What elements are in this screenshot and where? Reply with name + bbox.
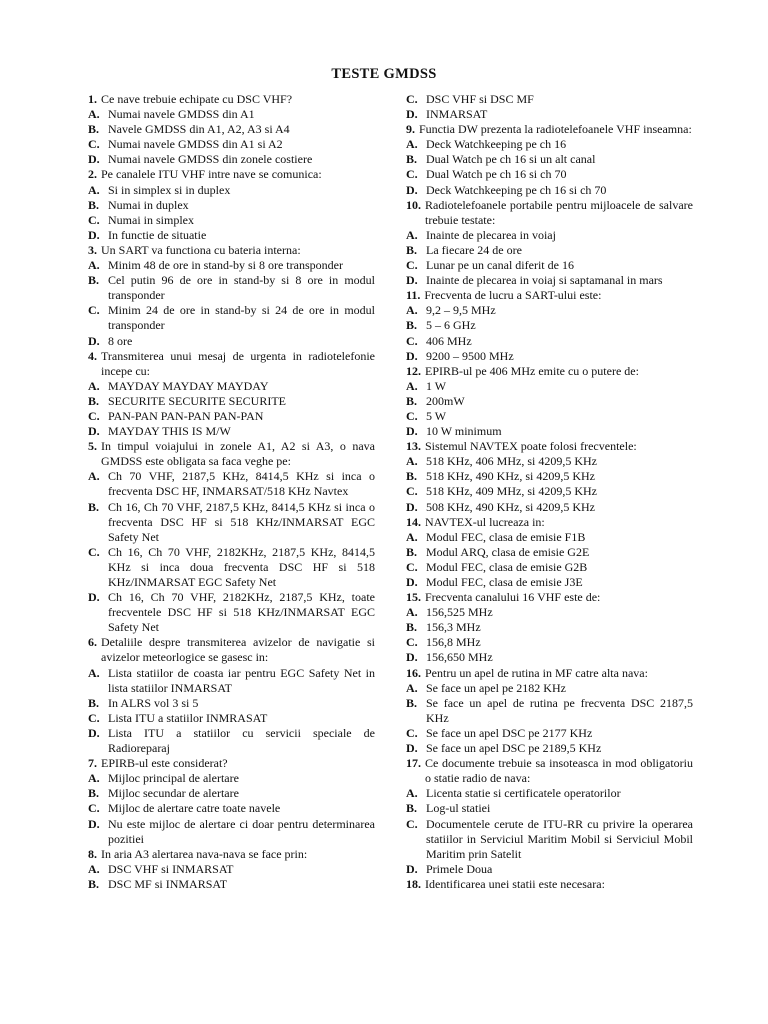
answer-letter: A. xyxy=(88,258,100,273)
answer-text: 508 KHz, 490 KHz, si 4209,5 KHz xyxy=(426,499,595,514)
answer-option xyxy=(406,469,693,484)
question-block xyxy=(406,198,693,289)
answer-option xyxy=(88,198,375,213)
answer-letter: C. xyxy=(406,333,418,348)
answer-letter: C. xyxy=(88,137,100,152)
question-block xyxy=(406,756,693,877)
answer-option xyxy=(88,107,375,122)
answer-text: In functie de situatie xyxy=(108,227,207,242)
answer-letter: C. xyxy=(88,801,100,816)
answer-text: Mijloc principal de alertare xyxy=(108,771,239,786)
answer-text: 406 MHz xyxy=(426,333,472,348)
answer-letter: D. xyxy=(406,107,418,122)
answer-letter: B. xyxy=(88,695,100,710)
answer-text: SECURITE SECURITE SECURITE xyxy=(108,393,287,408)
answer-option xyxy=(406,801,693,816)
answer-text: 518 KHz, 409 MHz, si 4209,5 KHz xyxy=(426,484,597,499)
answer-letter: B. xyxy=(88,786,100,801)
answer-letter: C. xyxy=(88,212,100,227)
answer-option xyxy=(88,258,375,273)
answer-text: DSC MF si INMARSAT xyxy=(108,876,228,891)
answer-text: Se face un apel DSC pe 2177 KHz xyxy=(426,725,593,740)
answer-option xyxy=(406,258,693,273)
question xyxy=(88,167,375,182)
answer-option xyxy=(406,349,693,364)
answer-text: 156,8 MHz xyxy=(426,635,481,650)
answer-letter: A. xyxy=(88,378,100,393)
answer-option xyxy=(88,303,375,333)
answer-option xyxy=(88,801,375,816)
answer-option xyxy=(406,92,693,107)
question xyxy=(406,288,693,303)
answer-text: Licenta statie si certificatele operatorilor xyxy=(426,786,621,801)
answer-option xyxy=(406,107,693,122)
answer-option xyxy=(406,228,693,243)
answer-text: Se face un apel pe 2182 KHz xyxy=(426,680,566,695)
question-number: 9. xyxy=(406,122,415,137)
question-block xyxy=(88,439,375,635)
answer-text: Numai navele GMDSS din A1 xyxy=(108,107,255,122)
answer-text: Inainte de plecarea in voiaj xyxy=(426,227,556,242)
answer-letter: A. xyxy=(88,665,100,680)
answer-text: 10 W minimum xyxy=(426,424,502,439)
answer-option xyxy=(406,620,693,635)
question-text: EPIRB-ul pe 406 MHz emite cu o putere de: xyxy=(425,363,639,378)
answer-option xyxy=(406,303,693,318)
answer-option xyxy=(88,379,375,394)
answer-letter: A. xyxy=(406,786,418,801)
answer-option xyxy=(406,605,693,620)
answer-letter: C. xyxy=(406,635,418,650)
answer-text: Primele Doua xyxy=(426,861,493,876)
answer-letter: C. xyxy=(406,167,418,182)
answer-letter: A. xyxy=(406,137,418,152)
answer-option xyxy=(406,137,693,152)
answer-option xyxy=(406,681,693,696)
answer-text: 156,525 MHz xyxy=(426,605,493,620)
answer-option xyxy=(88,152,375,167)
answer-text: Modul FEC, clasa de emisie J3E xyxy=(426,575,583,589)
answer-option xyxy=(406,424,693,439)
answer-text: Dual Watch pe ch 16 si ch 70 xyxy=(426,167,567,182)
answer-text: Mijloc de alertare catre toate navele xyxy=(108,801,281,816)
answer-text: Lista statiilor de coasta iar pentru EGC Safety Net in lista statiilor INMARSAT xyxy=(108,665,375,695)
question-text: In timpul voiajului in zonele A1, A2 si A3, o nava GMDSS este obligata sa faca veghe pe: xyxy=(101,439,375,469)
question-block xyxy=(406,590,693,665)
question-number: 1. xyxy=(88,92,97,106)
answer-text: DSC VHF si DSC MF xyxy=(426,92,534,106)
answer-text: MAYDAY MAYDAY MAYDAY xyxy=(108,378,269,393)
answer-letter: B. xyxy=(88,876,100,891)
question-block xyxy=(406,92,693,122)
question-number: 14. xyxy=(406,514,421,529)
answer-option xyxy=(88,394,375,409)
answer-option xyxy=(406,379,693,394)
answer-text: Numai navele GMDSS din zonele costiere xyxy=(108,152,313,167)
answer-option xyxy=(88,817,375,847)
answer-letter: D. xyxy=(88,152,100,167)
answer-option xyxy=(406,560,693,575)
question-block xyxy=(406,666,693,757)
answer-text: 5 W xyxy=(426,408,447,423)
question-number: 5. xyxy=(88,439,97,454)
answer-text: PAN-PAN PAN-PAN PAN-PAN xyxy=(108,408,264,423)
question-number: 10. xyxy=(406,197,421,212)
answer-option xyxy=(406,243,693,258)
answer-letter: A. xyxy=(406,605,418,620)
answer-option xyxy=(88,726,375,756)
answer-letter: C. xyxy=(406,816,418,831)
answer-option xyxy=(406,484,693,499)
answer-letter: D. xyxy=(406,348,418,363)
question-block xyxy=(88,243,375,349)
answer-text: Numai navele GMDSS din A1 si A2 xyxy=(108,137,283,152)
question-block xyxy=(406,122,693,197)
answer-option xyxy=(406,786,693,801)
answer-text: Se face un apel de rutina pe frecventa DSC 2187,5 KHz xyxy=(426,695,693,725)
answer-text: Dual Watch pe ch 16 si un alt canal xyxy=(426,152,596,167)
question-block xyxy=(88,92,375,167)
answer-text: Lista ITU a statiilor INMRASAT xyxy=(108,710,268,725)
answer-text: La fiecare 24 de ore xyxy=(426,242,522,257)
answer-option xyxy=(88,666,375,696)
answer-option xyxy=(406,726,693,741)
question-number: 17. xyxy=(406,756,421,771)
answer-option xyxy=(406,696,693,726)
answer-option xyxy=(88,122,375,137)
question xyxy=(88,635,375,665)
question xyxy=(406,590,693,605)
question xyxy=(406,198,693,228)
answer-letter: A. xyxy=(406,303,418,318)
answer-option xyxy=(88,590,375,635)
answer-option xyxy=(88,469,375,499)
answer-text: 518 KHz, 406 MHz, si 4209,5 KHz xyxy=(426,454,597,469)
question xyxy=(406,877,693,892)
answer-letter: D. xyxy=(88,227,100,242)
answer-text: Modul FEC, clasa de emisie G2B xyxy=(426,559,588,574)
page-title: TESTE GMDSS xyxy=(331,66,437,82)
question-block xyxy=(88,167,375,242)
answer-letter: D. xyxy=(406,650,418,665)
answer-letter: B. xyxy=(406,801,418,816)
question-text: EPIRB-ul este considerat? xyxy=(101,756,228,771)
answer-letter: D. xyxy=(88,725,100,740)
answer-option xyxy=(406,545,693,560)
answer-option xyxy=(88,334,375,349)
answer-option xyxy=(406,650,693,665)
answer-letter: B. xyxy=(406,318,418,333)
question-number: 16. xyxy=(406,665,421,680)
answer-letter: C. xyxy=(88,710,100,725)
answer-option xyxy=(406,454,693,469)
answer-letter: C. xyxy=(406,408,418,423)
answer-text: Ch 16, Ch 70 VHF, 2187,5 KHz, 8414,5 KHz si inca o frecventa DSC HF si 518 KHz/INMARSAT EGC Safety Net xyxy=(108,499,375,544)
question-text: Un SART va functiona cu bateria interna: xyxy=(101,242,301,257)
answer-option xyxy=(406,500,693,515)
answer-text: Modul FEC, clasa de emisie F1B xyxy=(426,529,586,544)
question-text: Frecventa de lucru a SART-ului este: xyxy=(424,288,602,303)
answer-letter: B. xyxy=(406,469,418,484)
answer-letter: A. xyxy=(406,227,418,242)
answer-letter: B. xyxy=(88,122,100,137)
answer-option xyxy=(406,334,693,349)
answer-letter: B. xyxy=(406,242,418,257)
question-text: Detaliile despre transmiterea avizelor de navigatie si avizelor meteorlogice se gasesc in: xyxy=(101,635,375,665)
question-text: Identificarea unei statii este necesara: xyxy=(425,876,605,891)
question xyxy=(88,349,375,379)
answer-text: Numai in duplex xyxy=(108,197,189,212)
answer-letter: C. xyxy=(406,92,418,106)
question-text: Pe canalele ITU VHF intre nave se comunica: xyxy=(101,167,322,182)
question xyxy=(406,439,693,454)
answer-letter: D. xyxy=(406,575,418,589)
answer-letter: A. xyxy=(88,771,100,786)
question-number: 12. xyxy=(406,363,421,378)
answer-text: Numai in simplex xyxy=(108,212,194,227)
answer-option xyxy=(88,711,375,726)
question xyxy=(88,756,375,771)
question-number: 15. xyxy=(406,590,421,605)
answer-text: 200mW xyxy=(426,393,465,408)
answer-letter: D. xyxy=(88,816,100,831)
answer-option xyxy=(406,409,693,424)
answer-letter: A. xyxy=(88,182,100,197)
answer-text: 1 W xyxy=(426,378,447,393)
answer-option xyxy=(406,575,693,590)
answer-text: 9200 – 9500 MHz xyxy=(426,348,514,363)
answer-text: Navele GMDSS din A1, A2, A3 si A4 xyxy=(108,122,290,137)
question-number: 11. xyxy=(406,288,421,303)
answer-letter: D. xyxy=(406,861,418,876)
answer-text: DSC VHF si INMARSAT xyxy=(108,861,234,876)
left-column xyxy=(88,92,375,892)
answer-text: Si in simplex si in duplex xyxy=(108,182,231,197)
answer-text: Log-ul statiei xyxy=(426,801,491,816)
answer-letter: C. xyxy=(88,408,100,423)
question-text: NAVTEX-ul lucreaza in: xyxy=(425,514,545,529)
answer-letter: B. xyxy=(88,197,100,212)
answer-option xyxy=(406,183,693,198)
question-text: Radiotelefoanele portabile pentru mijloacele de salvare trebuie testate: xyxy=(425,197,693,227)
question-number: 8. xyxy=(88,846,97,861)
answer-letter: D. xyxy=(406,424,418,439)
answer-option xyxy=(88,137,375,152)
answer-option xyxy=(88,213,375,228)
answer-text: Cel putin 96 de ore in stand-by si 8 ore in modul transponder xyxy=(108,273,375,303)
answer-option xyxy=(406,635,693,650)
answer-option xyxy=(88,771,375,786)
answer-text: INMARSAT xyxy=(426,107,488,122)
question xyxy=(88,243,375,258)
answer-option xyxy=(406,817,693,862)
answer-text: 156,650 MHz xyxy=(426,650,493,665)
question-text: Frecventa canalului 16 VHF este de: xyxy=(425,590,601,605)
question-number: 4. xyxy=(88,348,97,363)
question-number: 6. xyxy=(88,635,97,650)
answer-text: 9,2 – 9,5 MHz xyxy=(426,303,496,318)
answer-text: 518 KHz, 490 KHz, si 4209,5 KHz xyxy=(426,469,595,484)
answer-letter: C. xyxy=(406,725,418,740)
answer-option xyxy=(88,500,375,545)
answer-text: Ch 16, Ch 70 VHF, 2182KHz, 2187,5 KHz, 8414,5 KHz si inca doua frecventa DSC HF si 518 KHz/INMARSAT EGC Safety Net xyxy=(108,544,375,589)
answer-text: Inainte de plecarea in voiaj si saptamanal in mars xyxy=(426,273,663,288)
answer-option xyxy=(88,424,375,439)
answer-text: Deck Watchkeeping pe ch 16 xyxy=(426,137,567,152)
question-text: Transmiterea unui mesaj de urgenta in radiotelefonie incepe cu: xyxy=(101,348,375,378)
answer-letter: B. xyxy=(406,695,418,710)
answer-letter: D. xyxy=(406,499,418,514)
answer-text: Documentele cerute de ITU-RR cu privire la operarea statiilor in Serviciul Maritim Mobil si Serviciul Mobil Maritim prin Satelit xyxy=(426,816,693,861)
question-block xyxy=(406,439,693,514)
question xyxy=(406,666,693,681)
answer-text: Lunar pe un canal diferit de 16 xyxy=(426,258,574,273)
answer-option xyxy=(88,862,375,877)
answer-letter: A. xyxy=(88,107,100,122)
answer-option xyxy=(406,394,693,409)
answer-option xyxy=(406,167,693,182)
question-text: Ce nave trebuie echipate cu DSC VHF? xyxy=(101,92,293,106)
answer-option xyxy=(88,228,375,243)
answer-letter: B. xyxy=(88,273,100,288)
answer-letter: D. xyxy=(406,273,418,288)
answer-letter: D. xyxy=(88,424,100,439)
answer-letter: C. xyxy=(406,484,418,499)
answer-text: Minim 24 de ore in stand-by si 24 de ore in modul transponder xyxy=(108,303,375,333)
question-number: 2. xyxy=(88,167,97,182)
answer-letter: A. xyxy=(406,680,418,695)
answer-text: Ch 70 VHF, 2187,5 KHz, 8414,5 KHz si inca o frecventa DSC HF, INMARSAT/518 KHz Navtex xyxy=(108,469,375,499)
question xyxy=(406,364,693,379)
question xyxy=(88,439,375,469)
answer-text: Ch 16, Ch 70 VHF, 2182KHz, 2187,5 KHz, toate frecventele DSC HF si 518 KHz/INMARSAT EGC Safety Net xyxy=(108,590,375,635)
answer-option xyxy=(88,545,375,590)
answer-option xyxy=(406,273,693,288)
answer-letter: A. xyxy=(88,469,100,484)
answer-letter: B. xyxy=(406,152,418,167)
answer-letter: B. xyxy=(88,499,100,514)
answer-text: Lista ITU a statiilor cu servicii speciale de Radioreparaj xyxy=(108,725,375,756)
answer-letter: C. xyxy=(88,303,100,318)
answer-letter: B. xyxy=(406,620,418,635)
answer-option xyxy=(406,318,693,333)
question xyxy=(88,92,375,107)
answer-option xyxy=(88,409,375,424)
answer-option xyxy=(406,741,693,756)
answer-text: Se face un apel DSC pe 2189,5 KHz xyxy=(426,741,602,756)
question-number: 18. xyxy=(406,876,421,891)
question-block xyxy=(406,288,693,363)
answer-text: 156,3 MHz xyxy=(426,620,481,635)
answer-option xyxy=(88,273,375,303)
question xyxy=(406,756,693,786)
question-block xyxy=(406,515,693,590)
question-number: 13. xyxy=(406,439,421,454)
question-block xyxy=(88,756,375,847)
answer-text: Nu este mijloc de alertare ci doar pentru determinarea pozitiei xyxy=(108,816,375,846)
question-text: Functia DW prezenta la radiotelefoanele VHF inseamna: xyxy=(419,122,692,137)
answer-text: 8 ore xyxy=(108,333,133,348)
answer-letter: D. xyxy=(406,741,418,756)
answer-text: 5 – 6 GHz xyxy=(426,318,476,333)
question-text: Pentru un apel de rutina in MF catre alta nava: xyxy=(425,665,648,680)
question-text: Sistemul NAVTEX poate folosi frecventele: xyxy=(425,439,637,454)
answer-text: Mijloc secundar de alertare xyxy=(108,786,239,801)
question-block xyxy=(88,847,375,892)
question-text: Ce documente trebuie sa insoteasca in mod obligatoriu o statie radio de nava: xyxy=(425,756,693,786)
answer-letter: D. xyxy=(406,182,418,197)
answer-letter: D. xyxy=(88,590,100,605)
answer-letter: C. xyxy=(88,544,100,559)
answer-option xyxy=(88,877,375,892)
answer-text: Deck Watchkeeping pe ch 16 si ch 70 xyxy=(426,182,607,197)
question xyxy=(406,515,693,530)
answer-letter: A. xyxy=(406,454,418,469)
answer-option xyxy=(88,786,375,801)
answer-option xyxy=(88,696,375,711)
answer-text: In ALRS vol 3 si 5 xyxy=(108,695,199,710)
answer-text: MAYDAY THIS IS M/W xyxy=(108,424,231,439)
question-text: In aria A3 alertarea nava-nava se face prin: xyxy=(101,846,308,861)
answer-option xyxy=(88,183,375,198)
question-number: 3. xyxy=(88,242,97,257)
question xyxy=(88,847,375,862)
question xyxy=(406,122,693,137)
answer-text: Minim 48 de ore in stand-by si 8 ore transponder xyxy=(108,258,343,273)
answer-letter: A. xyxy=(406,529,418,544)
answer-letter: C. xyxy=(406,559,418,574)
answer-letter: D. xyxy=(88,333,100,348)
answer-option xyxy=(406,152,693,167)
question-block xyxy=(88,349,375,440)
question-block xyxy=(88,635,375,756)
question-block xyxy=(406,877,693,892)
answer-letter: B. xyxy=(88,393,100,408)
answer-option xyxy=(406,530,693,545)
answer-letter: C. xyxy=(406,258,418,273)
answer-letter: A. xyxy=(88,861,100,876)
right-column xyxy=(406,92,693,892)
answer-letter: B. xyxy=(406,544,418,559)
answer-text: Modul ARQ, clasa de emisie G2E xyxy=(426,544,590,559)
answer-letter: A. xyxy=(406,378,418,393)
question-block xyxy=(406,364,693,439)
answer-letter: B. xyxy=(406,393,418,408)
answer-option xyxy=(406,862,693,877)
question-number: 7. xyxy=(88,756,97,771)
